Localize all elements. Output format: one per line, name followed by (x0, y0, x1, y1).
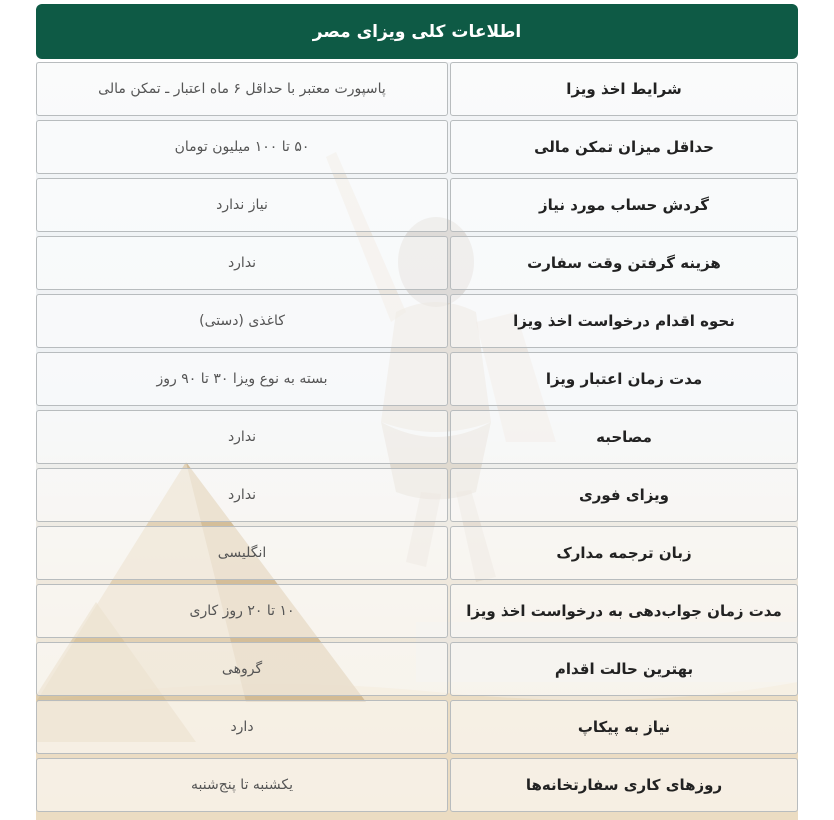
row-label: شرایط اخذ ویزا (566, 80, 682, 98)
row-label-cell (450, 584, 798, 638)
table-row (36, 410, 798, 464)
row-label-cell (450, 642, 798, 696)
row-value: کاغذی (دستی) (199, 313, 285, 329)
row-value-cell (36, 294, 448, 348)
row-value: ندارد (227, 487, 257, 503)
row-label: گردش حساب مورد نیاز (539, 196, 709, 214)
row-label-cell (450, 62, 798, 116)
table-row (36, 352, 798, 406)
table-row (36, 62, 798, 116)
row-value: بسته به نوع ویزا ۳۰ تا ۹۰ روز (156, 371, 328, 387)
row-value-cell (36, 758, 448, 812)
row-label-cell (450, 526, 798, 580)
table-row (36, 178, 798, 232)
row-label: روزهای کاری سفارتخانه‌ها (525, 776, 723, 794)
table-row (36, 294, 798, 348)
row-label-cell (450, 294, 798, 348)
row-label-cell (450, 236, 798, 290)
row-label-cell (450, 410, 798, 464)
row-label: نیاز به پیکاپ (577, 718, 671, 736)
row-label-cell (450, 120, 798, 174)
row-value: ۵۰ تا ۱۰۰ میلیون تومان (174, 139, 310, 155)
row-value-cell (36, 700, 448, 754)
row-value-cell (36, 642, 448, 696)
row-label: مصاحبه (596, 428, 652, 446)
table-row (36, 526, 798, 580)
table-title: اطلاعات کلی ویزای مصر (312, 21, 522, 42)
table-row (36, 584, 798, 638)
row-label: بهترین حالت اقدام (554, 660, 694, 678)
table-row (36, 468, 798, 522)
row-value: گروهی (221, 661, 263, 677)
row-value: دارد (230, 719, 254, 735)
row-value-cell (36, 120, 448, 174)
visa-info-table (36, 62, 798, 816)
row-label-cell (450, 700, 798, 754)
table-row (36, 642, 798, 696)
row-label: زبان ترجمه مدارک (556, 544, 692, 562)
table-row (36, 120, 798, 174)
row-value: ندارد (227, 429, 257, 445)
row-value: یکشنبه تا پنج‌شنبه (191, 777, 293, 793)
row-label-cell (450, 468, 798, 522)
row-value: پاسپورت معتبر با حداقل ۶ ماه اعتبار ـ تمکن مالی (98, 81, 386, 97)
row-value-cell (36, 352, 448, 406)
row-label: ویزای فوری (579, 486, 670, 504)
row-value: ۱۰ تا ۲۰ روز کاری (189, 603, 295, 619)
row-label-cell (450, 758, 798, 812)
table-row (36, 236, 798, 290)
row-value-cell (36, 584, 448, 638)
row-value-cell (36, 410, 448, 464)
row-label: مدت زمان جواب‌دهی به درخواست اخذ ویزا (466, 602, 782, 620)
table-row (36, 700, 798, 754)
row-value: انگلیسی (217, 545, 267, 561)
row-value: نیاز ندارد (216, 197, 268, 213)
row-label-cell (450, 352, 798, 406)
row-label: مدت زمان اعتبار ویزا (545, 370, 703, 388)
row-value: ندارد (227, 255, 257, 271)
table-title-banner (36, 4, 798, 59)
row-value-cell (36, 178, 448, 232)
row-value-cell (36, 62, 448, 116)
row-label: نحوه اقدام درخواست اخذ ویزا (513, 312, 735, 330)
row-label-cell (450, 178, 798, 232)
row-label: حداقل میزان تمکن مالی (534, 138, 714, 156)
table-row (36, 758, 798, 812)
row-value-cell (36, 526, 448, 580)
row-value-cell (36, 236, 448, 290)
row-label: هزینه گرفتن وقت سفارت (527, 254, 721, 272)
row-value-cell (36, 468, 448, 522)
